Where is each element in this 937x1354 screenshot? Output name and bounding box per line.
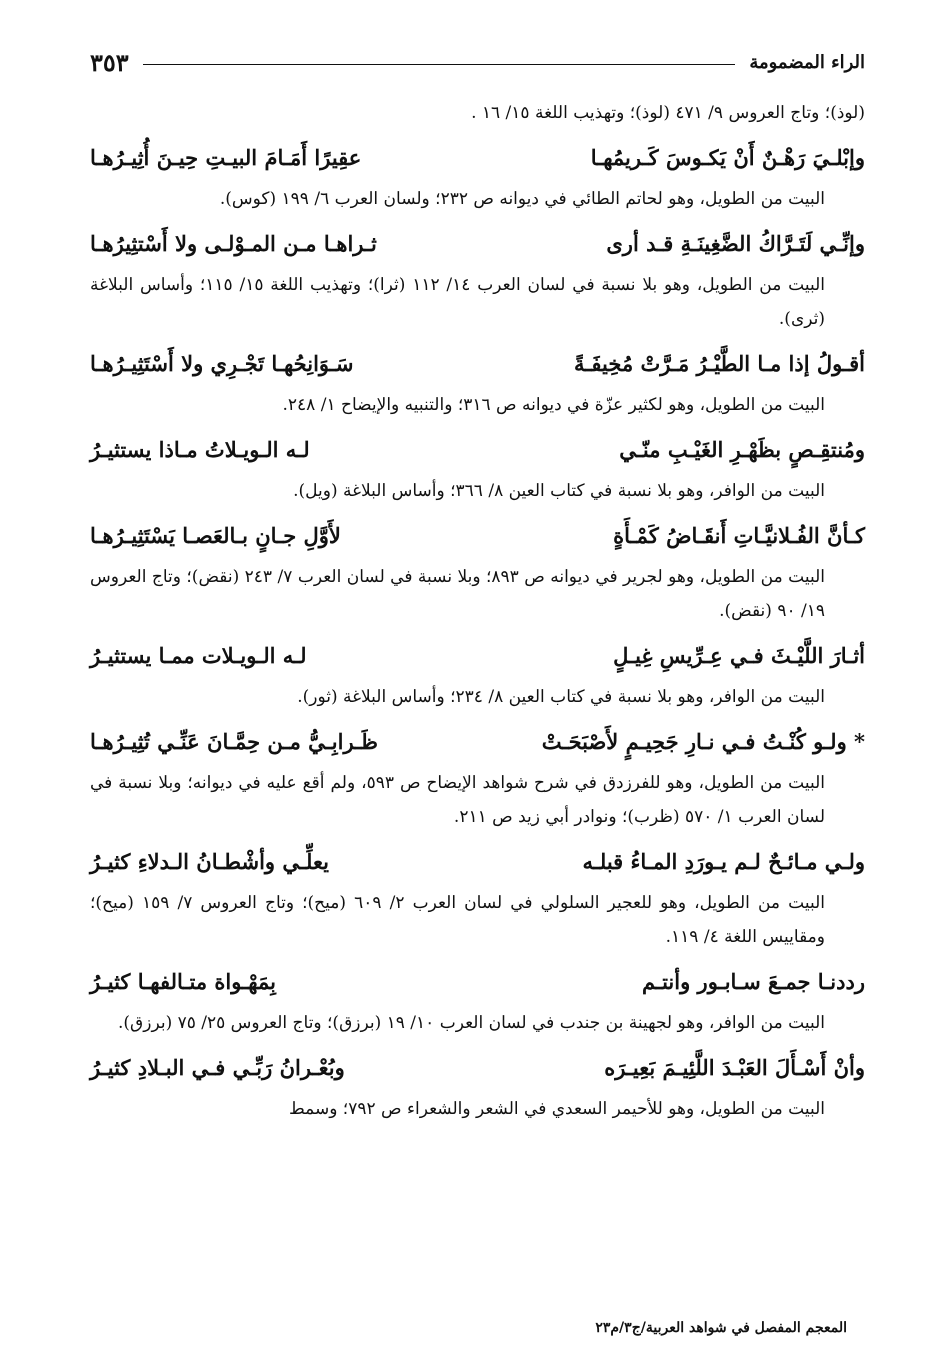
intro-note: (لوذ)؛ وتاج العروس ٩/ ٤٧١ (لوذ)؛ وتهذيب اللغة ١٥/ ١٦ . bbox=[471, 103, 865, 123]
verse-source-note: البيت من الطويل، وهو للفرزدق في شرح شواهد الإيضاح ص ٥٩٣، ولم أقع عليه في ديوانه؛ وبلا نسبة في لسان العرب ١/ ٥٧٠ (ظرب)؛ ونوادر أبي زيد ص ٢١١. bbox=[90, 773, 825, 827]
page-footer: المعجم المفصل في شواهد العربية/ج٣/م٢٣ bbox=[595, 1320, 847, 1336]
poem-entry-5 bbox=[90, 510, 865, 628]
verse-second-hemistich: ثـراهـا مـن المـوْلـى ولا أَسْتثِيرُهـا bbox=[90, 230, 377, 256]
verse-first-hemistich: * ولـو كُنْـتُ فـي نـارِ جَحِيـمٍ لأَصْبَحَـتْ bbox=[541, 728, 865, 754]
poem-entry-6 bbox=[90, 630, 865, 714]
verse-second-hemistich: لـه الـويـلات ممـا يستثيـرُ bbox=[90, 642, 307, 668]
verse-second-hemistich: بِمَهْـواة متـالفهـا كثيـرُ bbox=[90, 968, 276, 994]
verse-source-note: البيت من الوافر، وهو لجهينة بن جندب في لسان العرب ١٠/ ١٩ (برزق)؛ وتاج العروس ٢٥/ ٧٥ (برزق). bbox=[118, 1013, 825, 1033]
header-rule bbox=[143, 64, 736, 65]
verse-first-hemistich: وإنِّـي لَتَـرَّاكُ الضَّغِينَـةِ قـد أرى bbox=[606, 230, 865, 256]
verse-source-note: البيت من الطويل، وهو لحاتم الطائي في ديوانه ص ٢٣٢؛ ولسان العرب ٦/ ١٩٩ (كوس). bbox=[219, 189, 825, 209]
verse-line bbox=[90, 716, 865, 766]
verse-line bbox=[90, 218, 865, 268]
book-page bbox=[90, 40, 865, 1126]
poem-entry-2 bbox=[90, 218, 865, 336]
verse-first-hemistich: رددنـا جمـعَ سـابـور وأنتـم bbox=[641, 968, 865, 994]
verse-first-hemistich: ومُنتقِـصٍ بظَهْـرِ الغَيْـبِ منّـي bbox=[619, 436, 865, 462]
verse-line bbox=[90, 1042, 865, 1092]
page-header bbox=[90, 40, 865, 84]
verse-first-hemistich: وإبْلـيَ رَهْـنٌ أَنْ يَكـوسَ كَـريمُهـا bbox=[590, 144, 865, 170]
verse-source-note: البيت من الطويل، وهو لجرير في ديوانه ص ٨٩٣؛ وبلا نسبة في لسان العرب ٧/ ٢٤٣ (نقض)؛ وتاج العروس ١٩/ ٩٠ (نقض). bbox=[90, 567, 825, 621]
verse-first-hemistich: وأنْ أَسْـأَلَ العَبْـدَ اللَّئِيـمَ بَعِيـرَه bbox=[604, 1054, 865, 1080]
verse-source-note: البيت من الطويل، وهو للعجير السلولي في لسان العرب ٢/ ٦٠٩ (ميح)؛ وتاج العروس ٧/ ١٥٩ (ميح)؛ ومقاييس اللغة ٤/ ١١٩. bbox=[90, 893, 825, 947]
verse-second-hemistich: لأَوَّلِ جـانٍ بـالعَصـا يَسْتَثِيـرُهـا bbox=[90, 522, 341, 548]
verse-first-hemistich: كـأنَّ الفُـلانيَّـاتِ أَنقَـاضُ كَمْـأَةٍ bbox=[613, 522, 865, 548]
poem-entry-1 bbox=[90, 132, 865, 216]
verse-line bbox=[90, 836, 865, 886]
verse-first-hemistich: أقـولُ إذا مـا الطَّيْـرُ مَـرَّتْ مُخِيفَـةً bbox=[574, 350, 865, 376]
verse-second-hemistich: سَـوَانِحُهـا تَجْـرِي ولا أَسْتَثِيـرُهـا bbox=[90, 350, 354, 376]
verse-line bbox=[90, 630, 865, 680]
page-content bbox=[90, 96, 865, 1126]
verse-line bbox=[90, 338, 865, 388]
verse-second-hemistich: عقِيرًا أَمَـامَ البيـتِ حِيـنَ أُثِيـرُهـا bbox=[90, 144, 362, 170]
verse-line bbox=[90, 956, 865, 1006]
verse-source-note: البيت من الطويل، وهو بلا نسبة في لسان العرب ١٤/ ١١٢ (ثرا)؛ وتهذيب اللغة ١٥/ ١١٥؛ وأساس البلاغة (ثرى). bbox=[90, 275, 825, 329]
verse-source-note: البيت من الطويل، وهو للأحيمر السعدي في الشعر والشعراء ص ٧٩٢؛ وسمط bbox=[288, 1099, 825, 1119]
poem-entry-3 bbox=[90, 338, 865, 422]
verse-line bbox=[90, 424, 865, 474]
poem-entry-4 bbox=[90, 424, 865, 508]
running-head: الراء المضمومة bbox=[749, 51, 865, 73]
verse-source-note: البيت من الوافر، وهو بلا نسبة في كتاب العين ٨/ ٢٣٤؛ وأساس البلاغة (ثور). bbox=[297, 687, 825, 707]
verse-second-hemistich: يعلِّـي وأشْطـانُ الـدلاءِ كثيـرُ bbox=[90, 848, 329, 874]
verse-second-hemistich: لـه الـويـلاتُ مـاذا يستثيـرُ bbox=[90, 436, 310, 462]
verse-second-hemistich: ظَـرابِـيُّ مـن حِمَّـانَ عَنِّـي تُثِيـرُهـا bbox=[90, 728, 378, 754]
verse-line bbox=[90, 132, 865, 182]
poem-entry-9 bbox=[90, 956, 865, 1040]
poem-entry-8 bbox=[90, 836, 865, 954]
verse-source-note: البيت من الوافر، وهو بلا نسبة في كتاب العين ٨/ ٣٦٦؛ وأساس البلاغة (ويل). bbox=[293, 481, 825, 501]
page-number: ٣٥٣ bbox=[90, 47, 129, 77]
verse-source-note: البيت من الطويل، وهو لكثير عزّة في ديوانه ص ٣١٦؛ والتنبيه والإيضاح ١/ ٢٤٨. bbox=[282, 395, 825, 415]
verse-first-hemistich: ولـي مـائـحٌ لـم يـورَدِ المـاءُ قبلـه bbox=[582, 848, 865, 874]
poem-entry-7 bbox=[90, 716, 865, 834]
verse-line bbox=[90, 510, 865, 560]
verse-second-hemistich: وبُعْـرانُ رَبِّـي فـي البـلادِ كثيـرُ bbox=[90, 1054, 345, 1080]
poem-entry-10 bbox=[90, 1042, 865, 1126]
verse-first-hemistich: أثـارَ اللَّيْـثَ فـي عِـرِّيسِ غِيـلٍ bbox=[613, 642, 865, 668]
